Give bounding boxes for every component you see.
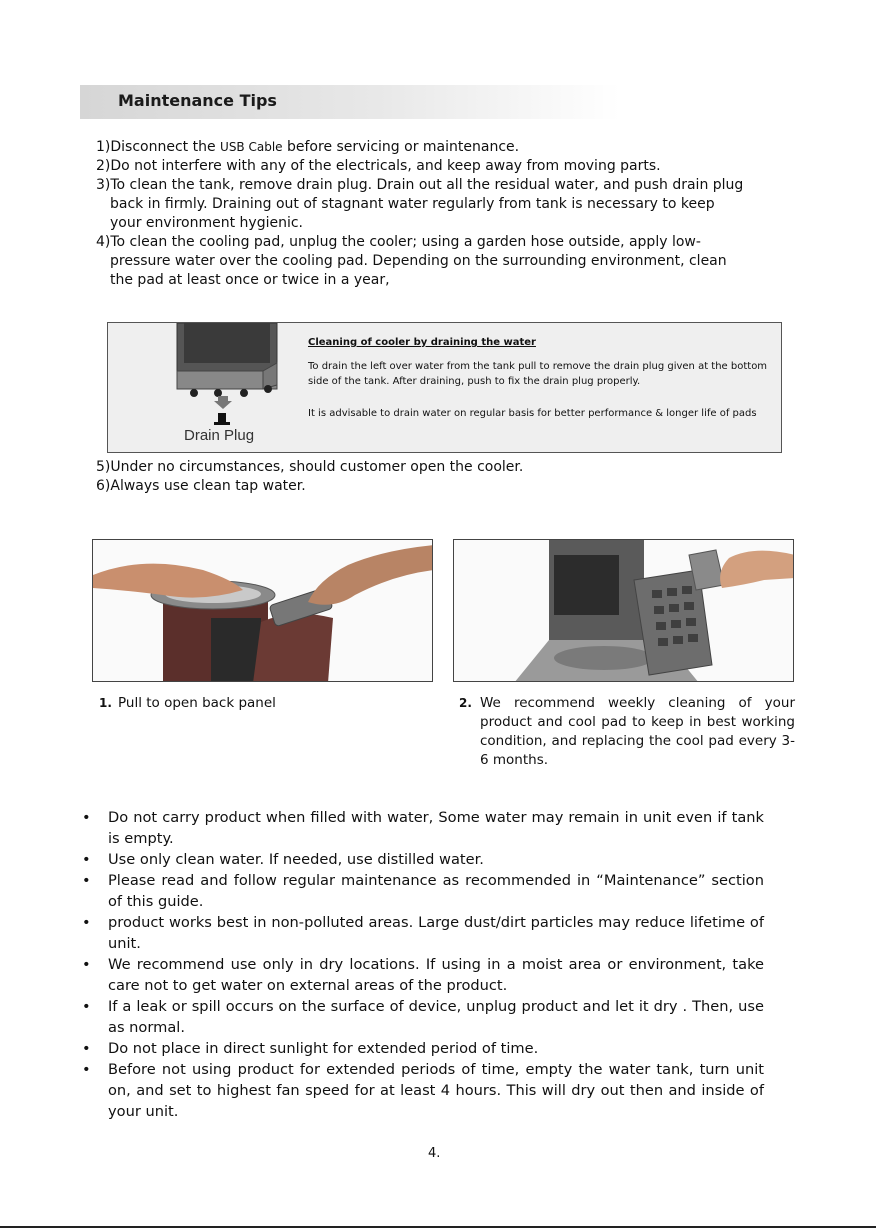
list-item-text: Do not carry product when filled with water, Some water may remain in unit even if tank is empty.	[108, 809, 764, 847]
drain-info-box	[107, 322, 782, 453]
step-3-line-2: back in firmly. Draining out of stagnant water regularly from tank is necessary to keep	[110, 196, 715, 212]
list-item-text: product works best in non-polluted areas. Large dust/dirt particles may reduce lifetime of unit.	[108, 914, 764, 952]
list-item	[80, 849, 764, 870]
box-title: Cleaning of cooler by draining the water	[308, 337, 536, 348]
step-4-line-3: the pad at least once or twice in a year,	[110, 272, 390, 288]
bullet-icon: •	[82, 914, 91, 931]
list-item	[80, 870, 764, 912]
list-item	[80, 1059, 764, 1122]
drain-plug-label: Drain Plug	[184, 427, 255, 444]
step-1	[96, 138, 786, 157]
box-paragraph-1: To drain the left over water from the tank pull to remove the drain plug given at the bottom side of the tank. After draining, push to fix the drain plug properly.	[308, 361, 768, 387]
step-3-line-3: your environment hygienic.	[110, 215, 303, 231]
bullet-icon: •	[82, 956, 91, 973]
step-4	[96, 233, 786, 290]
usb-cable-text: USB Cable	[220, 140, 283, 154]
section-title: Maintenance Tips	[118, 91, 277, 110]
step-1-rest: before servicing or maintenance.	[282, 139, 520, 155]
drain-plug-icon	[218, 413, 226, 423]
list-item	[80, 807, 764, 849]
bullet-icon: •	[82, 1061, 91, 1078]
list-item	[80, 954, 764, 996]
step-3-text: 3)To clean the tank, remove drain plug. Drain out all the residual water, and push drain plug	[96, 177, 744, 193]
caption-2-text: We recommend weekly cleaning of your product and cool pad to keep in best working condition, and replacing the cool pad every 3-6 months.	[480, 695, 795, 768]
step-2: 2)Do not interfere with any of the electricals, and keep away from moving parts.	[96, 158, 661, 174]
photo-clean-cool-pad	[453, 539, 794, 682]
step-4-text: 4)To clean the cooling pad, unplug the cooler; using a garden hose outside, apply low-	[96, 234, 701, 250]
step-4-line-2: pressure water over the cooling pad. Depending on the surrounding environment, clean	[110, 253, 727, 269]
step-5: 5)Under no circumstances, should customer open the cooler.	[96, 459, 524, 475]
bullet-icon: •	[82, 809, 91, 826]
maintenance-steps-2	[96, 458, 523, 496]
box-paragraph-2: It is advisable to drain water on regular basis for better performance & longer life of pads	[308, 408, 757, 419]
precautions-list	[80, 807, 764, 1122]
caption-2-number: 2.	[459, 696, 472, 710]
clean-cool-pad-image	[454, 540, 794, 682]
step-3	[96, 176, 786, 233]
list-item-text: Before not using product for extended periods of time, empty the water tank, turn unit on, and set to highest fan speed for at least 4 hours. This will dry out then and inside of your unit.	[108, 1061, 764, 1120]
step-1-text: 1)Disconnect the	[96, 139, 221, 155]
list-item-text: Please read and follow regular maintenance as recommended in “Maintenance” section of this guide.	[108, 872, 764, 910]
list-item-text: We recommend use only in dry locations. If using in a moist area or environment, take care not to get water on external areas of the product.	[108, 956, 764, 994]
bullet-icon: •	[82, 851, 91, 868]
bullet-icon: •	[82, 872, 91, 889]
page-number: 4.	[428, 1146, 441, 1161]
open-back-panel-image	[93, 540, 433, 682]
photo-open-back-panel	[92, 539, 433, 682]
list-item-text: Use only clean water. If needed, use distilled water.	[108, 851, 484, 868]
list-item	[80, 912, 764, 954]
arrow-down-icon	[214, 396, 232, 409]
caption-1-number: 1.	[99, 696, 112, 710]
list-item	[80, 1038, 764, 1059]
section-header	[80, 85, 620, 119]
caption-2	[459, 694, 795, 770]
maintenance-steps	[96, 138, 786, 290]
step-6: 6)Always use clean tap water.	[96, 478, 306, 494]
caption-1-text: Pull to open back panel	[118, 695, 276, 711]
list-item-text: If a leak or spill occurs on the surface of device, unplug product and let it dry . Then, use as normal.	[108, 998, 764, 1036]
bullet-icon: •	[82, 998, 91, 1015]
list-item-text: Do not place in direct sunlight for extended period of time.	[108, 1040, 539, 1057]
caption-1	[99, 694, 429, 713]
bullet-icon: •	[82, 1040, 91, 1057]
list-item	[80, 996, 764, 1038]
